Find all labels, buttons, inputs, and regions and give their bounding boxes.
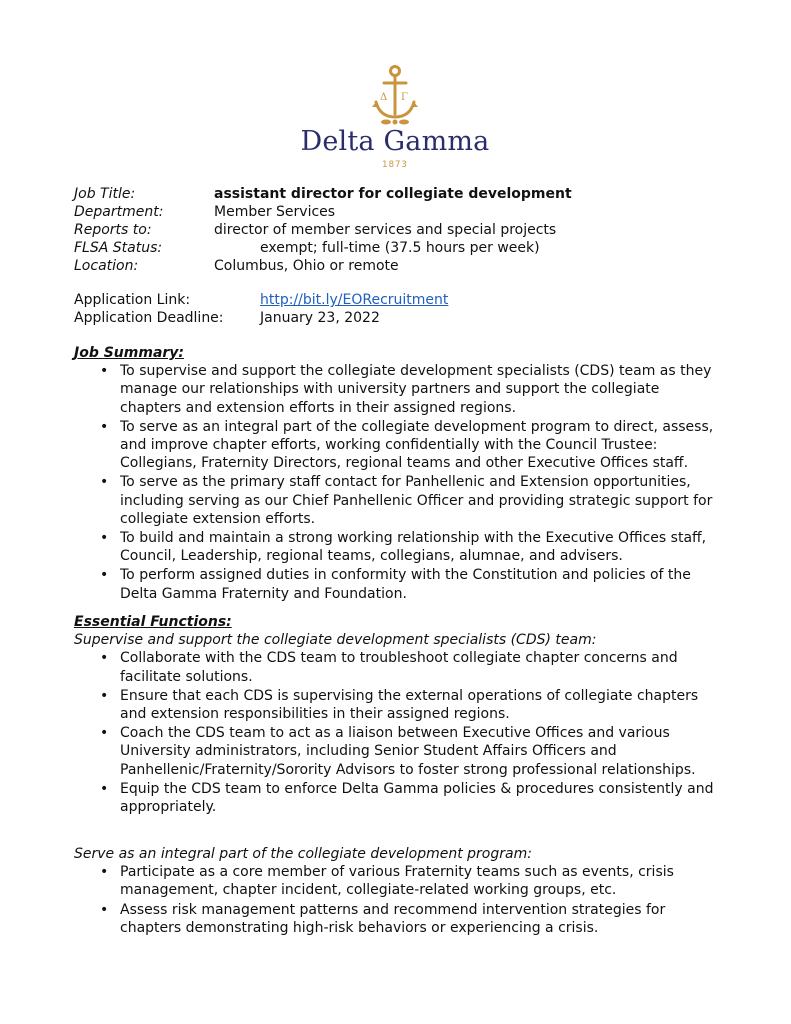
essential-functions-heading: Essential Functions: [74,614,232,630]
supervise-subheading: Supervise and support the collegiate development specialists (CDS) team: [74,632,597,649]
location-label: Location: [74,258,139,274]
flsa-status-label: FLSA Status: [74,240,163,256]
supervise-list [74,649,724,816]
list-item: • Equip the CDS team to enforce Delta Gamma policies & procedures consistently and appropriately. [74,780,724,816]
list-item: • To build and maintain a strong working relationship with the Executive Offices staff, Council, Leadership, regional teams, collegians, alumnae, and advisers. [74,529,724,565]
essential-functions-section [74,613,724,817]
integral-part-section [74,845,724,938]
list-item: • Assess risk management patterns and recommend intervention strategies for chapters demonstrating high-risk behaviors or experiencing a crisis. [74,901,724,937]
logo-wordmark: Delta Gamma [300,126,490,157]
job-summary-list [74,362,724,603]
anchor-icon [300,62,490,128]
delta-gamma-logo [300,62,490,172]
application-link[interactable]: http://bit.ly/EORecruitment [260,292,449,308]
list-item: • To supervise and support the collegiate development specialists (CDS) team as they manage our relationships with university partners and support the collegiate chapters and extension efforts in their assigned regions. [74,362,724,417]
list-item: • Collaborate with the CDS team to troubleshoot collegiate chapter concerns and facilitate solutions. [74,649,724,685]
list-item: • Participate as a core member of various Fraternity teams such as events, crisis management, chapter incident, collegiate-related working groups, etc. [74,863,724,899]
list-item: • Coach the CDS team to act as a liaison between Executive Offices and various University administrators, including Senior Student Affairs Officers and Panhellenic/Fraternity/Sorority Advisors to foster strong professional relationships. [74,724,724,779]
department-value: Member Services [214,204,336,220]
job-title-label: Job Title: [74,186,136,202]
list-item: • To serve as an integral part of the collegiate development program to direct, assess, and improve chapter efforts, working confidentially with the Council Trustee: Collegians, Fraternity Directors, regional teams and other Executive Offices staff. [74,418,724,473]
list-item: • To serve as the primary staff contact for Panhellenic and Extension opportunities, including serving as our Chief Panhellenic Officer and providing strategic support for collegiate extension efforts. [74,473,724,528]
integral-part-subheading: Serve as an integral part of the collegiate development program: [74,846,532,862]
svg-text:Γ: Γ [401,92,408,103]
department-label: Department: [74,204,164,220]
flsa-status-value: exempt; full-time (37.5 hours per week) [260,240,540,256]
list-item: • To perform assigned duties in conformity with the Constitution and policies of the Delta Gamma Fraternity and Foundation. [74,566,724,602]
logo-year: 1873 [382,160,408,170]
integral-part-list [74,863,724,937]
reports-to-label: Reports to: [74,222,152,238]
list-item: • Ensure that each CDS is supervising the external operations of collegiate chapters and extension responsibilities in their assigned regions. [74,687,724,723]
application-deadline-label: Application Deadline: [74,310,224,326]
application-deadline-value: January 23, 2022 [260,310,380,326]
job-title-value: assistant director for collegiate development [214,186,572,202]
job-summary-heading: Job Summary: [74,345,185,361]
location-value: Columbus, Ohio or remote [214,258,399,274]
reports-to-value: director of member services and special projects [214,222,557,238]
job-summary-section [74,344,724,604]
application-link-label: Application Link: [74,292,191,308]
logo-letters: Δ [380,92,388,103]
